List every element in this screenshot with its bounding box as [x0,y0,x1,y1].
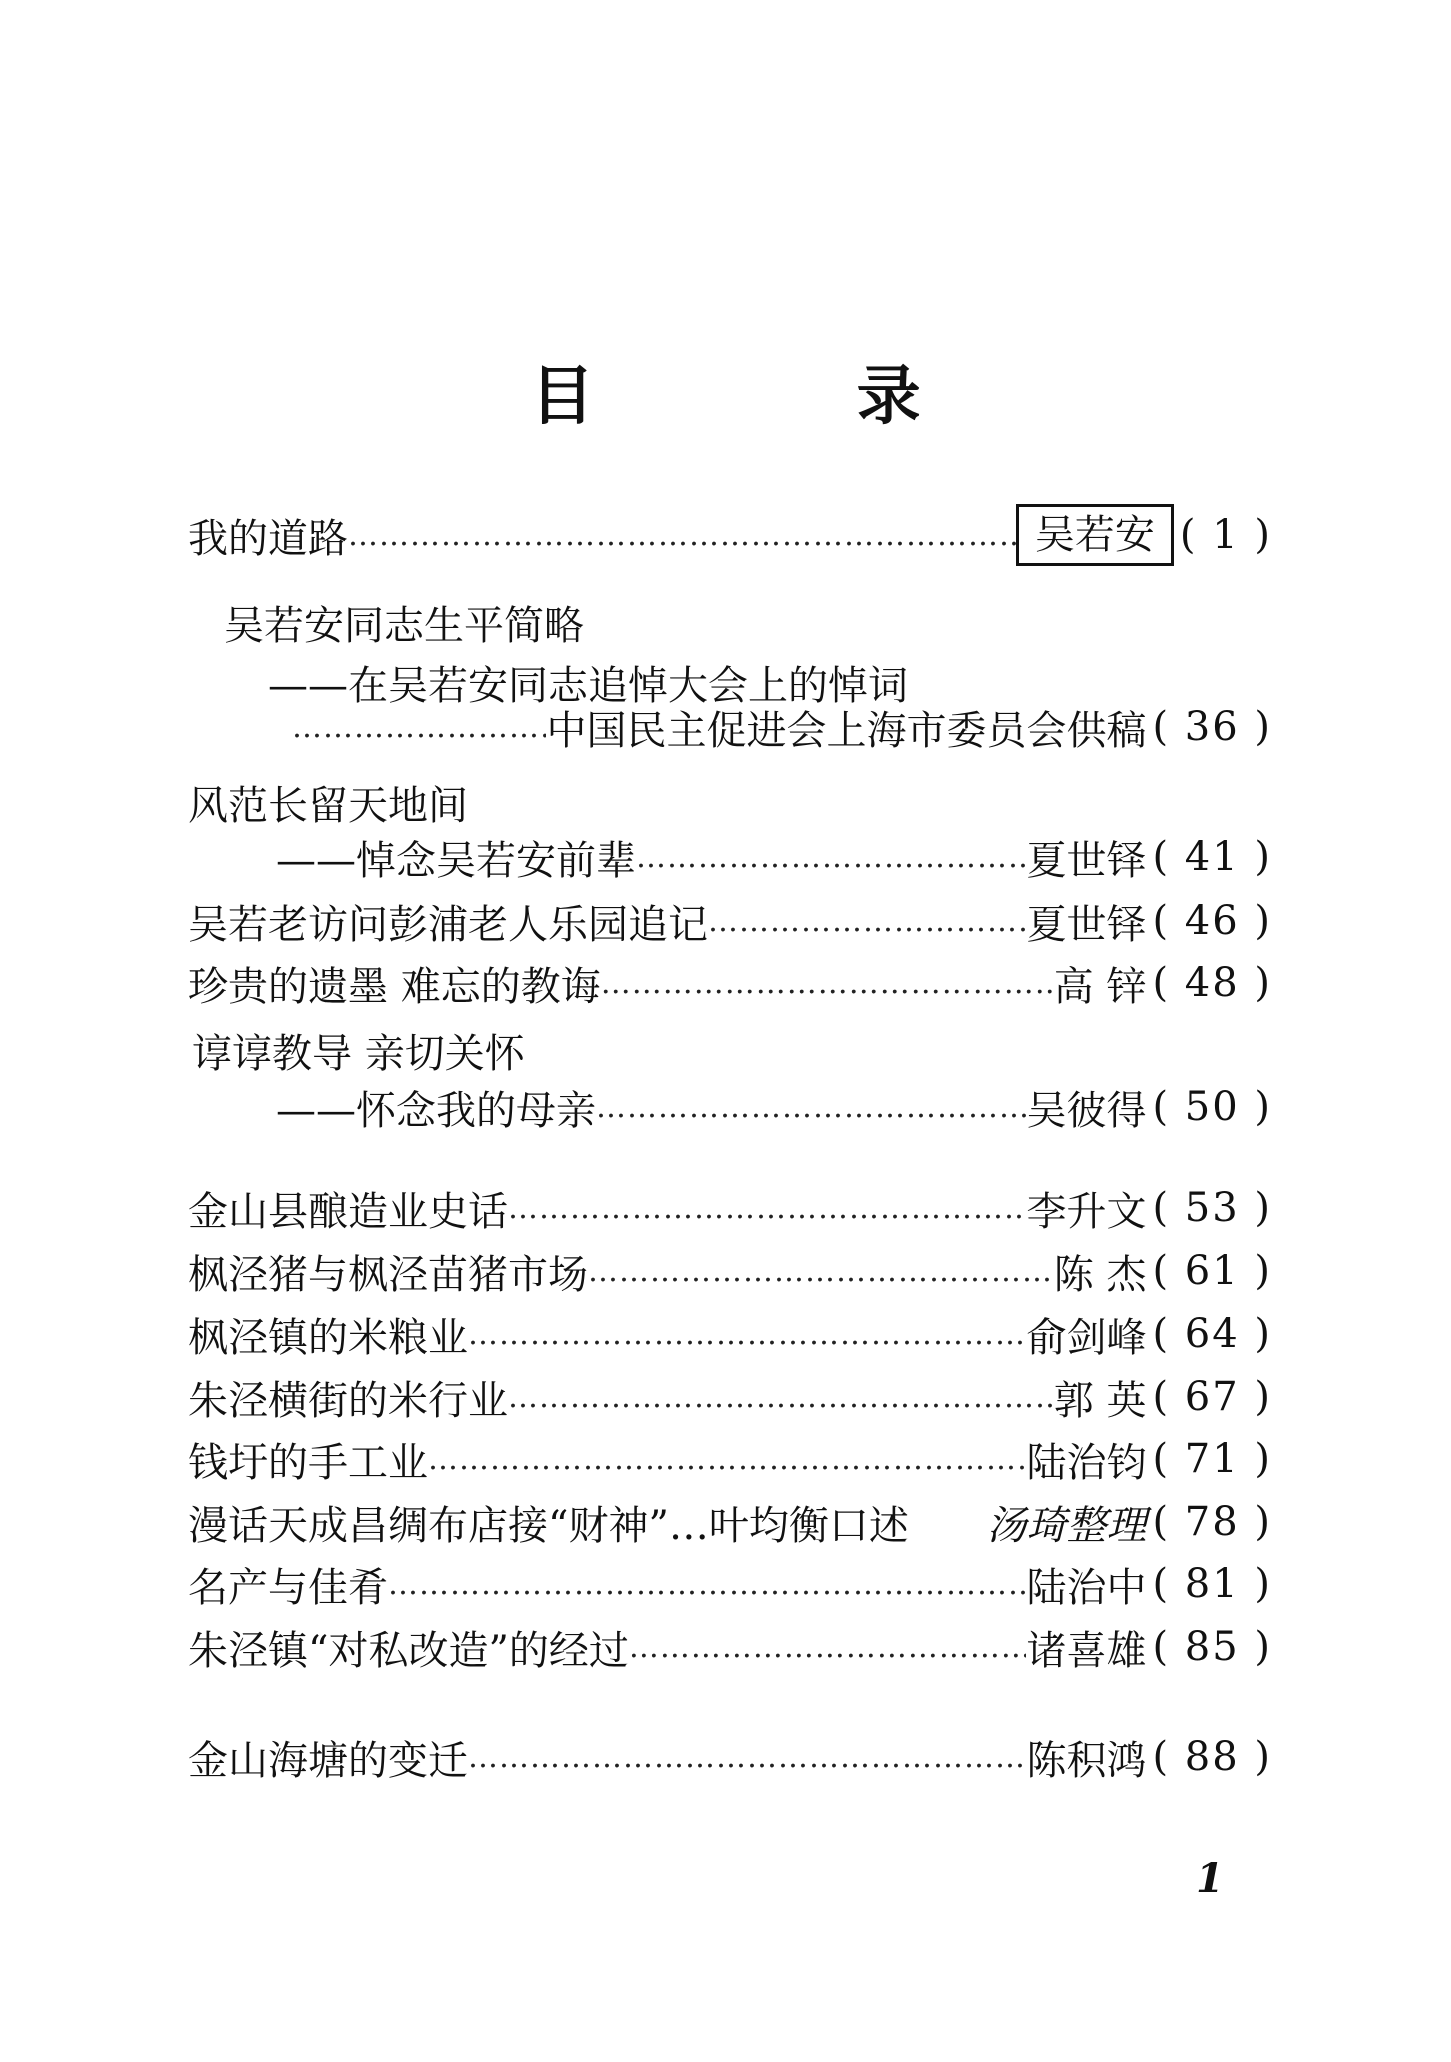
toc-entry[interactable] [188,507,1272,563]
toc-entry[interactable] [188,1494,1272,1550]
entry-title: 朱泾镇“对私改造”的经过 [188,1627,629,1674]
toc-entry[interactable] [188,1369,1272,1425]
entry-author: 李升文 [1026,1188,1147,1235]
entry-author: 郭 英 [1053,1377,1147,1424]
page-title: 目 录 [530,360,1041,434]
entry-title: ——怀念我的母亲 [276,1087,596,1134]
entry-title: 朱泾横街的米行业 [188,1377,508,1424]
leader-dots [388,1567,1026,1602]
entry-title: 金山海塘的变迁 [188,1737,468,1784]
entry-page: ( 64 ) [1152,1311,1272,1357]
entry-author: 陈 杰 [1053,1251,1147,1298]
toc-entry[interactable] [188,893,1272,949]
entry-title: 珍贵的遗墨 难忘的教诲 [188,963,601,1010]
entry-title: ——悼念吴若安前辈 [276,837,636,884]
toc-entry[interactable] [276,829,1272,885]
leader-dots [636,840,1026,875]
entry-title: 漫话天成昌绸布店接“财神”…叶均衡口述 [188,1502,909,1549]
leader-dots [468,1740,1026,1775]
entry-page: ( 85 ) [1152,1624,1272,1670]
toc-heading[interactable]: 风范长留天地间 [188,783,468,829]
entry-author: 诸喜雄 [1026,1627,1147,1674]
entry-author: 陈积鸿 [1026,1737,1147,1784]
leader-dots [508,1380,1054,1415]
entry-page: ( 71 ) [1152,1436,1272,1482]
entry-page: ( 88 ) [1152,1734,1272,1780]
toc-entry[interactable] [188,1306,1272,1362]
toc-entry[interactable] [188,1243,1272,1299]
entry-author: 夏世铎 [1026,901,1147,948]
entry-page: ( 81 ) [1152,1561,1272,1607]
boxed-author: 吴若安 [1016,504,1174,566]
entry-page: ( 67 ) [1152,1374,1272,1420]
toc-entry[interactable] [188,1180,1272,1236]
toc-entry[interactable] [276,1079,1272,1135]
entry-author: 陆治钧 [1026,1439,1147,1486]
page-number: 1 [1196,1855,1224,1902]
entry-page: ( 61 ) [1152,1248,1272,1294]
leader-dots [708,904,1026,939]
leader-dots [292,710,546,745]
leader-dots [588,1254,1054,1289]
entry-title: 吴若老访问彭浦老人乐园追记 [188,901,708,948]
entry-author: 中国民主促进会上海市委员会供稿 [546,707,1147,754]
leader-dots [428,1442,1026,1477]
toc-entry[interactable] [188,1619,1272,1675]
entry-title: 名产与佳肴 [188,1564,388,1611]
leader-dots [508,1191,1026,1226]
leader-dots [468,1317,1026,1352]
toc-entry[interactable] [188,1431,1272,1487]
entry-author: 高 锌 [1053,963,1147,1010]
entry-page: ( 1 ) [1179,512,1272,558]
entry-title: 枫泾猪与枫泾苗猪市场 [188,1251,588,1298]
leader-dots [629,1630,1027,1665]
toc-subheading[interactable]: ——在吴若安同志追悼大会上的悼词 [268,663,908,709]
entry-title: 枫泾镇的米粮业 [188,1314,468,1361]
entry-title: 钱圩的手工业 [188,1439,428,1486]
entry-author [1016,504,1174,566]
entry-page: ( 46 ) [1152,898,1272,944]
leader-dots [601,966,1054,1001]
entry-page: ( 78 ) [1152,1499,1272,1545]
toc-entry[interactable] [292,699,1272,755]
toc-heading[interactable]: 吴若安同志生平简略 [224,603,584,649]
entry-page: ( 50 ) [1152,1084,1272,1130]
entry-author: 俞剑峰 [1026,1314,1147,1361]
leader-dots [348,518,1016,553]
entry-author: 吴彼得 [1026,1087,1147,1134]
entry-author: 夏世铎 [1026,837,1147,884]
leader-dots [596,1090,1026,1125]
entry-author: 汤琦整理 [986,1502,1147,1549]
entry-page: ( 53 ) [1152,1185,1272,1231]
entry-page: ( 36 ) [1152,704,1272,750]
entry-author: 陆治中 [1026,1564,1147,1611]
toc-heading[interactable]: 谆谆教导 亲切关怀 [192,1031,525,1077]
entry-page: ( 48 ) [1152,960,1272,1006]
toc-entry[interactable] [188,955,1272,1011]
entry-title: 金山县酿造业史话 [188,1188,508,1235]
entry-title: 我的道路 [188,515,348,562]
entry-page: ( 41 ) [1152,834,1272,880]
toc-entry[interactable] [188,1556,1272,1612]
toc-entry[interactable] [188,1729,1272,1785]
